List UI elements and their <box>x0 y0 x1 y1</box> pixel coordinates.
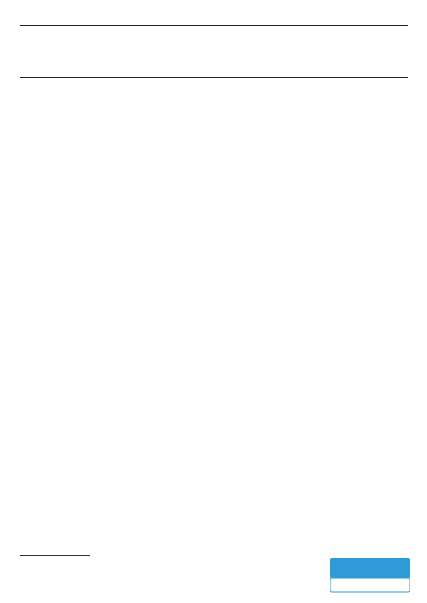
footnotes <box>20 558 320 565</box>
stamp-bottom-box <box>330 578 410 592</box>
footnote-rule <box>20 555 90 556</box>
footnote-dates <box>20 558 320 565</box>
online-submission-stamp[interactable] <box>330 558 410 594</box>
zh-meta <box>26 266 402 273</box>
citation-rule <box>20 77 408 78</box>
header-rule <box>20 25 408 26</box>
stamp-top-box <box>330 558 410 578</box>
zh-classification-line <box>26 266 402 273</box>
